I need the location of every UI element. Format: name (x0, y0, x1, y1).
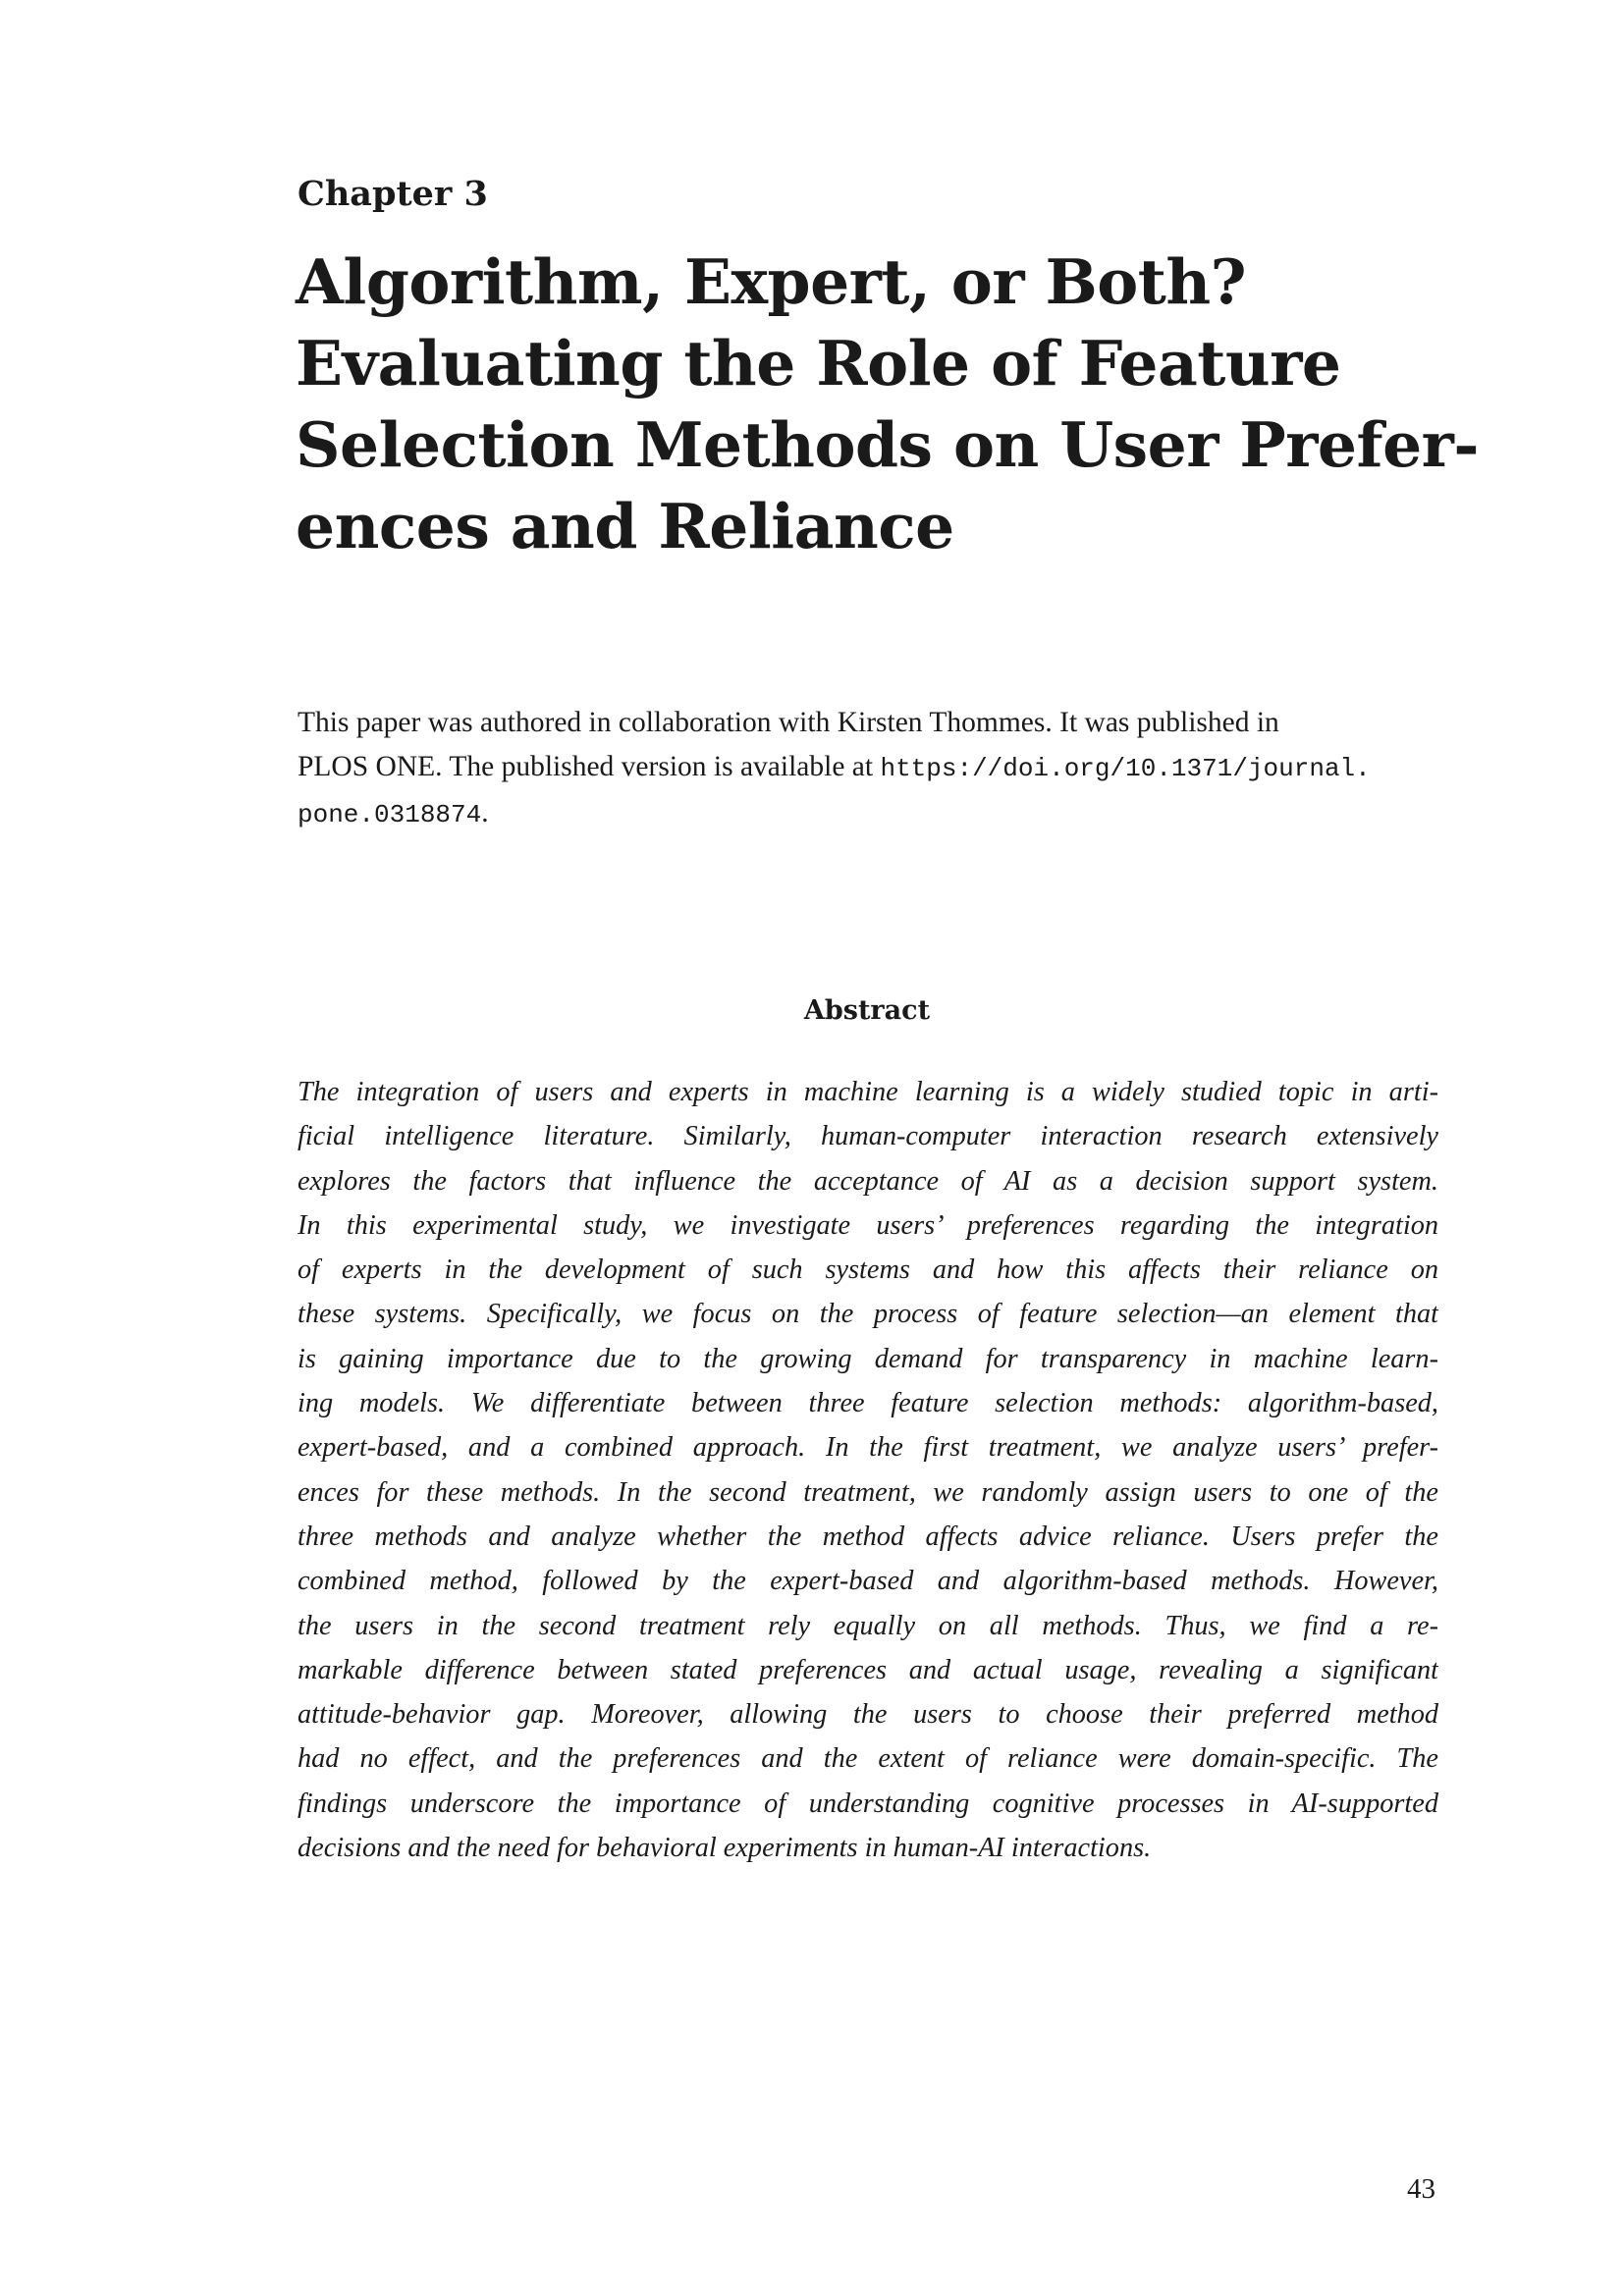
chapter-title-line: Algorithm, Expert, or Both? (296, 245, 1247, 318)
doi-link[interactable]: https://doi.org/10.1371/journal. (880, 754, 1371, 783)
publication-note-line (298, 791, 1436, 837)
abstract-line: findings underscore the importance of understanding cognitive processes in AI-supported (298, 1788, 1438, 1819)
abstract-body (298, 1070, 1438, 1870)
abstract-line: attitude-behavior gap. Moreover, allowing the users to choose their preferred method (298, 1699, 1438, 1731)
abstract-heading: Abstract (803, 995, 931, 1026)
doi-link-continued[interactable]: pone.0318874 (298, 800, 482, 829)
abstract-line: ficial intelligence literature. Similarly, human-computer interaction research extensively (298, 1121, 1438, 1152)
abstract-line: of experts in the development of such systems and how this affects their reliance on (298, 1255, 1438, 1286)
abstract-line: expert-based, and a combined approach. In the first treatment, we analyze users’ prefer- (298, 1432, 1438, 1464)
chapter-title-line: Evaluating the Role of Feature (296, 327, 1341, 400)
abstract-line: three methods and analyze whether the method affects advice reliance. Users prefer the (298, 1521, 1438, 1552)
abstract-line: The integration of users and experts in machine learning is a widely studied topic in arti- (298, 1077, 1438, 1107)
abstract-line: the users in the second treatment rely equally on all methods. Thus, we find a re- (298, 1610, 1438, 1641)
abstract-line: markable difference between stated preferences and actual usage, revealing a significant (298, 1654, 1438, 1685)
abstract-line: In this experimental study, we investigate users’ preferences regarding the integration (298, 1209, 1438, 1241)
publication-note (298, 701, 1436, 837)
publication-note-line (298, 745, 1436, 791)
publication-note-tail: . (481, 797, 489, 828)
chapter-title-line: Selection Methods on User Prefer- (296, 408, 1479, 481)
abstract-line: decisions and the need for behavioral experiments in human-AI interactions. (298, 1833, 1152, 1864)
chapter-title-line: ences and Reliance (296, 490, 954, 562)
abstract-line: ences for these methods. In the second treatment, we randomly assign users to one of the (298, 1476, 1438, 1508)
publication-note-text: PLOS ONE. The published version is available at (298, 751, 881, 782)
abstract-line: explores the factors that influence the acceptance of AI as a decision support system. (298, 1165, 1438, 1197)
abstract-line: these systems. Specifically, we focus on the process of feature selection—an element that (298, 1299, 1438, 1330)
abstract-line: combined method, followed by the expert-based and algorithm-based methods. However, (298, 1566, 1438, 1597)
abstract-line: ing models. We differentiate between three feature selection methods: algorithm-based, (298, 1388, 1438, 1419)
abstract-line: had no effect, and the preferences and the extent of reliance were domain-specific. The (298, 1743, 1438, 1775)
chapter-label: Chapter 3 (298, 174, 488, 214)
chapter-title (296, 241, 1479, 567)
publication-note-line: This paper was authored in collaboration with Kirsten Thommes. It was published in (298, 707, 1279, 738)
page-number: 43 (1407, 2173, 1435, 2205)
abstract-line: is gaining importance due to the growing demand for transparency in machine learn- (298, 1343, 1438, 1374)
